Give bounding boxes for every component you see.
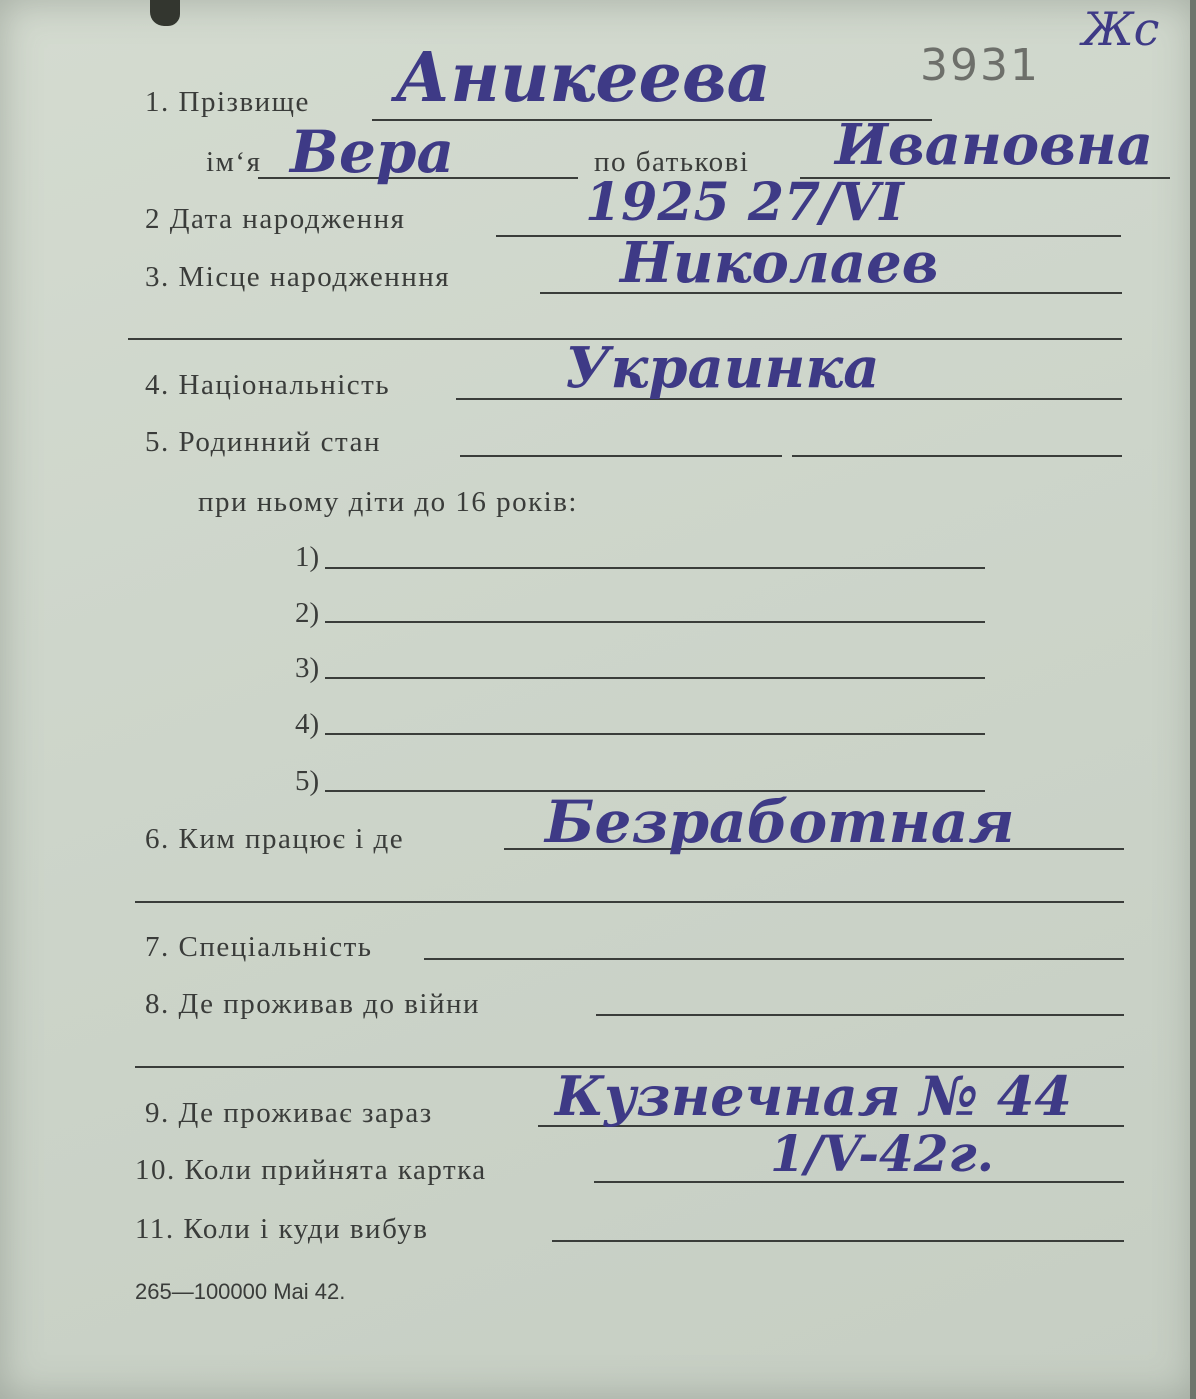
child-number-3: 3): [295, 652, 320, 684]
birth-place-entry: Николаев: [620, 230, 939, 296]
nationality-entry: Украинка: [565, 335, 880, 401]
nationality-label: 4. Національність: [145, 369, 391, 401]
current-residence-label: 9. Де проживає зараз: [145, 1097, 433, 1129]
child-number-2: 2): [295, 597, 320, 629]
birth-date-entry: 1925 27/VI: [585, 172, 904, 233]
child-line-1: [325, 567, 985, 569]
work-line-2: [135, 901, 1124, 903]
surname-entry: Аникеева: [395, 38, 771, 118]
prewar-residence-line: [596, 1014, 1124, 1016]
family-status-label: 5. Родинний стан: [145, 426, 381, 458]
work-entry: Безработная: [545, 788, 1015, 856]
child-number-1: 1): [295, 541, 320, 573]
child-line-4: [325, 733, 985, 735]
patronymic-label: по батькові: [594, 146, 750, 178]
file-number: 3931: [920, 40, 1040, 91]
work-label: 6. Ким працює і де: [145, 823, 405, 855]
child-number-4: 4): [295, 708, 320, 740]
child-number-5: 5): [295, 765, 320, 797]
current-residence-entry: Кузнечная № 44: [555, 1064, 1072, 1128]
specialty-label: 7. Спеціальність: [145, 931, 373, 963]
card-accepted-label: 10. Коли прийнята картка: [135, 1154, 487, 1186]
family-status-line-a: [460, 455, 782, 457]
paper-edge: [1190, 0, 1196, 1399]
birth-place-label: 3. Місце народженння: [145, 261, 451, 293]
child-line-2: [325, 621, 985, 623]
paper-tear: [150, 0, 180, 26]
name-entry: Вера: [290, 118, 455, 186]
departure-label: 11. Коли і куди вибув: [135, 1213, 429, 1245]
specialty-line: [424, 958, 1124, 960]
children-label: при ньому діти до 16 років:: [198, 486, 578, 518]
print-code: 265—100000 Mai 42.: [135, 1279, 346, 1304]
surname-label: 1. Прізвище: [145, 86, 310, 118]
departure-line: [552, 1240, 1124, 1242]
patronymic-entry: Ивановна: [835, 112, 1154, 178]
birth-date-label: 2 Дата народження: [145, 203, 406, 235]
handwritten-mark: Жс: [1082, 2, 1160, 56]
name-label: ім‘я: [206, 146, 262, 178]
child-line-3: [325, 677, 985, 679]
card-accepted-entry: 1/V-42г.: [770, 1124, 995, 1183]
prewar-residence-label: 8. Де проживав до війни: [145, 988, 481, 1020]
family-status-line-b: [792, 455, 1122, 457]
